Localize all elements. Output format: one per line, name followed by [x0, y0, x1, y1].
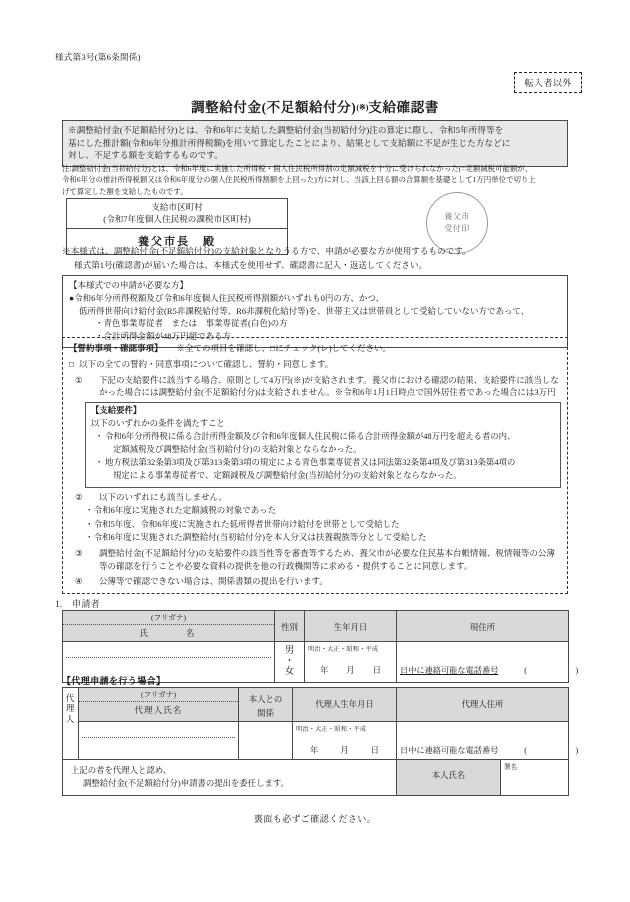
birthdate-fields[interactable] [305, 653, 396, 679]
pledge-box [62, 337, 568, 594]
phone-input[interactable]: ( ) [524, 666, 585, 675]
seal-line2: 受付印 [444, 224, 470, 233]
furigana-label: (フリガナ) [79, 688, 238, 702]
relation-label-line1: 本人との [248, 695, 283, 704]
relation-input[interactable] [239, 722, 292, 758]
proxy-relation-cell[interactable] [239, 722, 293, 760]
pledge-agreement-label: 以下の全ての誓約・同意事項について確認し、誓約・同意します。 [79, 358, 334, 369]
applicant-name-header-cell [63, 611, 275, 642]
pledge-bullet: ・令和6年度に実施された調整給付(当初給付分)を本人分又は扶養親族等分として受給した [85, 531, 427, 542]
proxy-birthdate-cell[interactable] [293, 722, 397, 760]
pledge-item-number: ③ [75, 547, 83, 558]
delegation-text [63, 760, 396, 795]
proxy-vertical-label-cell [63, 688, 79, 760]
requirement-item [91, 431, 555, 456]
pledge-item-text: 調整給付金(不足額給付分)の支給要件の該当性等を審査等するため、養父市が必要な住民基本台帳情報、税情報等の公簿等の確認を行うことや必要な資料の提供を他の行政機関等に求める・提供することに同意します。 [99, 547, 555, 571]
bullet-icon: ・ [95, 458, 104, 468]
gender-label: 性別 [281, 623, 298, 632]
delegation-row [63, 760, 569, 796]
gender-header-cell [275, 611, 305, 642]
year-label: 年 [319, 666, 329, 675]
pledge-bullet: ・令和6年度に実施された定額減税の対象であった [85, 505, 277, 516]
applicant-name-input[interactable] [63, 642, 274, 678]
requirement-item [91, 457, 555, 482]
proxy-table [62, 687, 585, 796]
proxy-phone-row[interactable] [400, 745, 584, 756]
municipality-header [67, 199, 287, 229]
applicant-table [62, 610, 585, 683]
furigana-label: (フリガナ) [63, 611, 274, 625]
era-options[interactable]: 明治・大正・昭和・平成 [308, 646, 379, 653]
proxy-address-cell[interactable] [397, 722, 585, 760]
footnote-line: 令和6年分の推計所得税額又は令和6年度分の個人住民税所得割額を上回った)方に対し、当該上回る額の合算額を基礎として1万円単位で切り上 [62, 175, 536, 185]
footer-note: 裏面も必ずご確認ください。 [253, 814, 377, 824]
bullet-icon: ・ [95, 432, 104, 442]
eligibility-bullet: ・青色事業専従者 または 事業専従者(白色)の方 [95, 318, 288, 329]
requirements-title: 【支給要件】 [91, 406, 142, 415]
applicant-birthdate-cell[interactable] [305, 642, 397, 683]
requirement-line1: 令和6年分所得税に係る合計所得金額及び令和6年度個人住民税に係る合計所得金額が48万円を超える者の内、 [105, 432, 516, 442]
applicant-address-cell[interactable] [397, 642, 585, 683]
eligibility-line1: ●令和6年分所得税額及び令和6年度個人住民税所得割額がいずれも0円の方、かつ、 [69, 292, 385, 303]
principal-name-label-cell [397, 760, 501, 796]
birthdate-label: 生年月日 [333, 623, 368, 632]
proxy-name-label: 代理人氏名 [134, 705, 183, 715]
proxy-section-title: 【代理申請を行う場合】 [62, 676, 166, 686]
proxy-name-input[interactable] [79, 722, 238, 758]
era-options[interactable]: 明治・大正・昭和・平成 [296, 726, 367, 733]
pledge-title [69, 342, 561, 355]
table-header-row [63, 688, 569, 722]
applicant-gender-cell[interactable] [275, 642, 305, 683]
municipality-header-line1: 支給市区町村 [151, 202, 203, 212]
proxy-address-input[interactable] [397, 722, 585, 758]
pledge-item [69, 547, 561, 573]
page-title-tail: 支給確認書 [368, 100, 439, 115]
month-label: 月 [346, 666, 355, 675]
day-label: 日 [372, 666, 381, 675]
relation-label-line2: 関係 [257, 709, 274, 718]
name-dotted-rule [66, 657, 271, 658]
address-header-cell [397, 611, 569, 642]
pledge-item [69, 491, 561, 504]
pledge-item-text: 以下のいずれにも該当しません。 [99, 491, 228, 502]
delegation-line2: 調整給付金(不足額給付分)申請書の提出を委任します。 [83, 778, 289, 788]
proxy-name-header-cell [79, 688, 239, 722]
requirements-box [85, 402, 561, 488]
transferee-tag: 転入者以外 [514, 72, 582, 93]
page-title-main: 調整給付金(不足額給付分) [191, 100, 357, 115]
seal-line1: 養父市 [444, 212, 470, 221]
proxy-birthdate-label: 代理人生年月日 [315, 700, 374, 709]
pledge-item-bullets [69, 504, 561, 544]
requirement-body [105, 431, 555, 456]
pledge-item-text: 下記の支給要件に該当する場合、原則として4万円(※)が支給されます。養父市における確認の結果、支給要件に該当しなかった場合には調整給付金(不足額給付分)は支給されません。※令和6年1月1日時点で国外居住者であった場合には3万円 [99, 374, 559, 398]
month-label: 月 [340, 746, 349, 755]
footnote-line: げて算定した額を支給したものです。 [62, 186, 188, 196]
proxy-address-header-cell [397, 688, 569, 722]
principal-name-label: 本人氏名 [431, 771, 466, 780]
footnote [62, 163, 574, 197]
page-title [0, 96, 630, 116]
mayor-line: 養父市長 殿 [138, 236, 216, 249]
pledge-item-number: ① [75, 374, 83, 385]
eligibility-title: 【本様式での申請が必要な方】 [69, 280, 189, 290]
delegation-line1: 上記の者を代理人と認め、 [71, 766, 172, 775]
definition-line: 対し、不足する額を支給するものです。 [68, 150, 223, 161]
proxy-birthdate-fields[interactable] [293, 733, 396, 759]
checkbox-icon[interactable]: □ [69, 358, 80, 369]
gender-choice[interactable]: 男 ・ 女 [284, 646, 295, 678]
address-label: 現住所 [469, 623, 496, 632]
pledge-item [69, 374, 561, 400]
pledge-agreement-row[interactable] [69, 358, 561, 371]
proxy-name-input-cell[interactable] [79, 722, 239, 760]
proxy-birthdate-header-cell [293, 688, 397, 722]
requirements-list [91, 431, 555, 482]
address-input[interactable] [397, 642, 585, 678]
usage-notice-line2: 様式第1号(確認書)が届いた場合は、本様式を使用せず、確認書に記入・返送してください。 [74, 259, 428, 270]
name-label: 氏 名 [139, 628, 198, 638]
municipality-header-line2: (令和7年度個人住民税の課税市区町村) [103, 214, 251, 225]
usage-notice-line1: ※本様式は、調整給付金(不足額給付分)の支給対象となりうる方で、申請が必要な方が使用するものです。 [62, 246, 471, 256]
pledge-bullet: ・令和5年度、令和6年度に実施された低所得者世帯向け給付を世帯として受給した [85, 518, 400, 529]
pledge-title-sub: ※全ての項目を確認し、□にチェック(レ)してください。 [176, 343, 392, 353]
requirements-intro: 以下のいずれかの条件を満たすこと [91, 418, 225, 428]
proxy-phone-input[interactable]: ( ) [524, 746, 585, 755]
name-dotted-rule [82, 737, 235, 738]
delegation-text-cell [63, 760, 397, 796]
form-code: 様式第3号(第6条関係) [55, 52, 141, 62]
pledge-item-text: 公簿等で確認できない場合は、関係書類の提出を行います。 [99, 576, 328, 587]
definition-line: ※調整給付金(不足額給付分)とは、令和6年に支給した調整給付金(当初給付分)注の算定に際し、令和5年所得等を [68, 125, 504, 135]
pledge-item-number: ② [75, 491, 83, 502]
signature-label: 署名 [504, 764, 518, 771]
footnote-line: 注:調整給付金(当初給付分)とは、令和6年度に実施した所得税・個人住民税所得割の定額減税を十分に受けられなかった(=定額減税可能額が、 [62, 164, 533, 173]
year-label: 年 [309, 746, 319, 755]
usage-notice [62, 245, 574, 273]
proxy-vertical-label: 代理人 [65, 694, 75, 724]
table-input-row [63, 722, 569, 760]
phone-row[interactable] [400, 665, 584, 676]
relation-header-cell [239, 688, 293, 722]
pledge-title-text: 【誓約事項・確認事項】 [69, 343, 163, 353]
requirement-line2: 定額減税及び調整給付金(当初給付分)の支給対象とならなかった。 [113, 444, 362, 454]
definition-line: 基にした推計額(令和6年分推計所得税額)を用いて算定したことにより、結果として支給額に不足が生じた方などに [68, 137, 511, 148]
birthdate-header-cell [305, 611, 397, 642]
requirement-body [105, 457, 555, 482]
applicant-section-title: 1. 申請者 [55, 599, 101, 609]
definition-box [62, 120, 568, 167]
pledge-item [69, 575, 561, 588]
pledge-item-number: ④ [75, 576, 83, 587]
day-label: 日 [370, 746, 379, 755]
table-header-row [63, 611, 569, 642]
eligibility-bullet: ・合計所得金額が48万円超である方 [95, 331, 232, 341]
phone-label: 日中に連絡可能な電話番号 [400, 666, 499, 675]
proxy-phone-label: 日中に連絡可能な電話番号 [400, 746, 499, 755]
requirement-line2: 規定による事業専従者で、定額減税及び調整給付金(当初給付分)の支給対象とならなかった。 [113, 471, 462, 481]
page-title-mark: (※) [356, 103, 369, 112]
signature-cell[interactable] [501, 760, 569, 796]
proxy-address-label: 代理人住所 [461, 700, 504, 709]
requirement-line1: 地方税法第32条第3項及び第313条第3項の規定による青色事業専従者又は同法第32条第4項及び第313条第4項の [105, 458, 516, 468]
eligibility-line2: 低所得世帯向け給付金(R5非課税給付等、R6非課税化給付等)を、世帯主又は世帯員として受給していない方であって、 [79, 305, 530, 316]
